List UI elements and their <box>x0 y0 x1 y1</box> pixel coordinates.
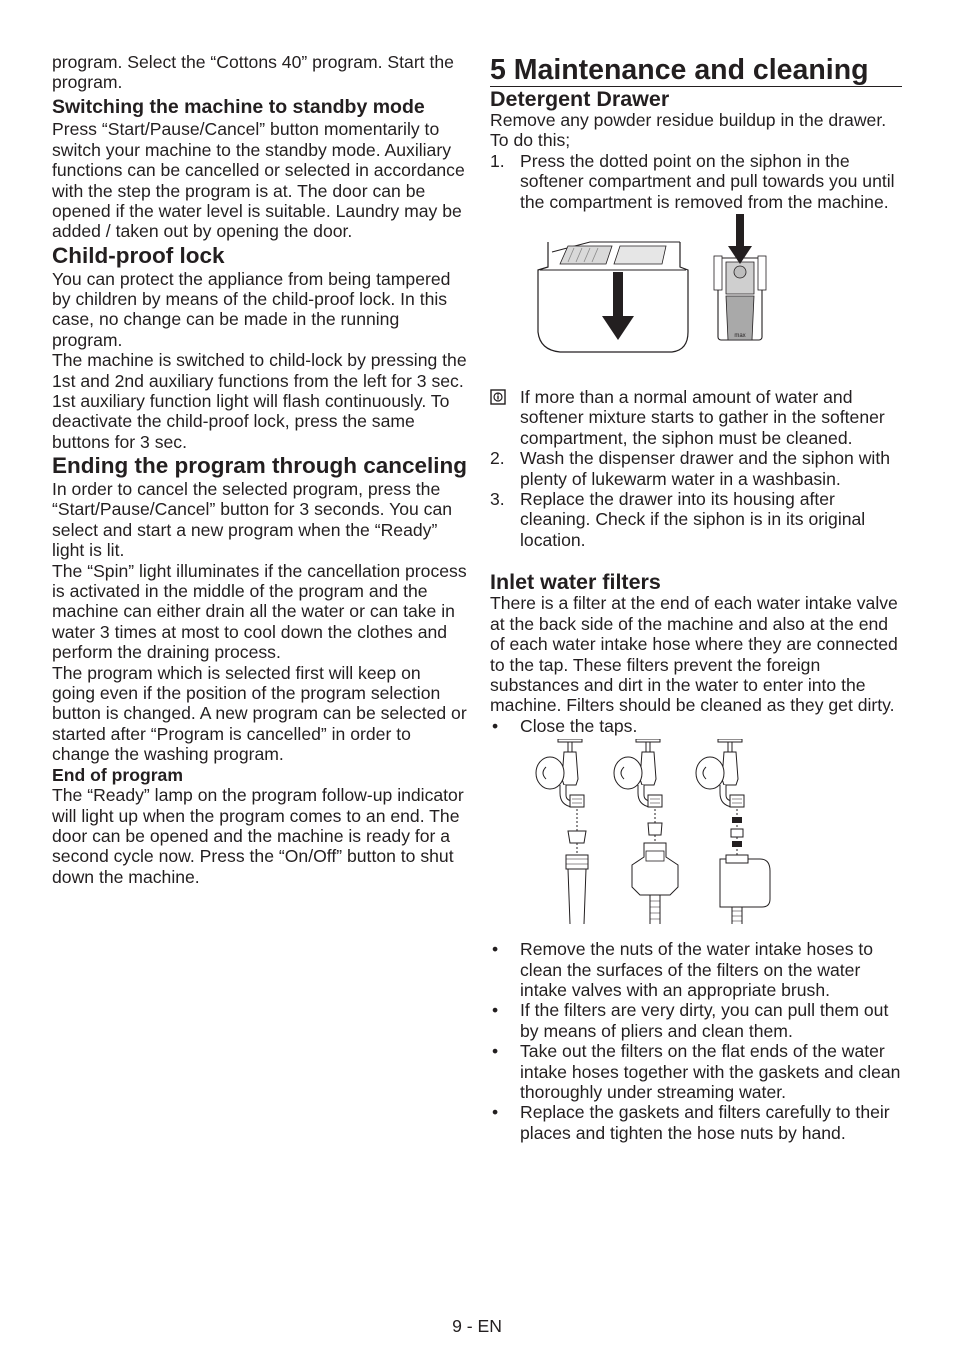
taps-illustration <box>490 739 904 939</box>
right-column <box>490 52 904 1143</box>
step-3 <box>490 489 904 550</box>
step-1-number: 1. <box>490 150 505 171</box>
ending-body-3: The program which is selected first will keep on going even if the position of the program selection button is changed. A new program can be selected or started after “Program is cancelled” in order to change the washing program. <box>52 662 467 765</box>
bullet-marker: • <box>492 1102 499 1123</box>
step-2 <box>490 448 904 489</box>
bullet-marker: • <box>492 939 499 960</box>
bullet-marker: • <box>492 1000 499 1021</box>
ending-body-2: The “Spin” light illuminates if the cancellation process is activated in the middle of the program and the machine can either drain all the water or can take in water 3 times at most to cool down the clothes and perform the draining process. <box>52 560 467 663</box>
end-of-program-body: The “Ready” lamp on the program follow-up indicator will light up when the program comes to an end. The door can be opened and the machine is ready for a second cycle now. Press the “On/Off” button to shut down the machine. <box>52 785 464 887</box>
detergent-steps-continued <box>490 387 904 550</box>
info-text: If more than a normal amount of water and softener mixture starts to gather in the softener compartment, the siphon must be cleaned. <box>520 387 885 448</box>
step-1 <box>490 151 904 212</box>
bullet-close-taps <box>490 716 904 736</box>
page-number: 9 - EN <box>452 1316 502 1336</box>
bullet-pliers <box>490 1000 904 1041</box>
bullet-close-taps-text: Close the taps. <box>520 715 638 736</box>
detergent-steps <box>490 151 904 212</box>
bullet-marker: • <box>492 715 499 736</box>
inlet-bullets-2 <box>490 939 904 1143</box>
bullet-take-out-filters-text: Take out the filters on the flat ends of the water intake hoses together with the gaskets and clean thoroughly under streaming water. <box>520 1041 901 1102</box>
info-note <box>490 387 904 448</box>
drawer-illustration <box>490 212 904 387</box>
standby-heading: Switching the machine to standby mode <box>52 95 425 118</box>
intro-text: program. Select the “Cottons 40” program. Start the program. <box>52 52 454 93</box>
inlet-bullets-1 <box>490 716 904 736</box>
bullet-pliers-text: If the filters are very dirty, you can pull them out by means of pliers and clean them. <box>520 1000 889 1041</box>
siphon <box>714 256 766 340</box>
step-2-number: 2. <box>490 448 505 469</box>
bullet-replace-gaskets-text: Replace the gaskets and filters carefully to their places and tighten the hose nuts by hand. <box>520 1102 890 1143</box>
chapter-title: 5 Maintenance and cleaning <box>490 52 902 87</box>
ending-body-1: In order to cancel the selected program, press the “Start/Pause/Cancel” button for 3 seconds. You can select and start a new program when the “Ready” light is lit. <box>52 479 453 561</box>
step-1-text: Press the dotted point on the siphon in the softener compartment and pull towards you until the compartment is removed from the machine. <box>520 150 895 212</box>
left-column <box>52 52 467 887</box>
bullet-take-out-filters <box>490 1041 904 1102</box>
bullet-marker: • <box>492 1041 499 1062</box>
inlet-heading: Inlet water filters <box>490 570 661 595</box>
child-lock-body-2: The machine is switched to child-lock by pressing the 1st and 2nd auxiliary functions from the left for 3 sec. 1st auxiliary function light will flash continuously. To deactivate the child-proof lock, press the same buttons for 3 sec. <box>52 350 467 452</box>
step-2-text: Wash the dispenser drawer and the siphon with plenty of lukewarm water in a washbasin. <box>520 448 891 489</box>
ending-heading: Ending the program through canceling <box>52 453 468 479</box>
step-3-text: Replace the drawer into its housing after cleaning. Check if the siphon is in its original location. <box>520 489 866 550</box>
info-icon <box>490 389 506 409</box>
child-lock-body-1: You can protect the appliance from being tampered by children by means of the child-proof lock. In this case, no change can be made in the running program. <box>52 268 451 350</box>
step-3-number: 3. <box>490 489 505 510</box>
bullet-remove-nuts-text: Remove the nuts of the water intake hoses to clean the surfaces of the filters on the water intake valves with an appropriate brush. <box>520 939 874 1000</box>
arrow-shaft <box>613 272 623 318</box>
end-of-program-heading: End of program <box>52 764 183 785</box>
taps-figure <box>490 739 904 939</box>
inlet-body: There is a filter at the end of each water intake valve at the back side of the machine and also at the end of each water intake hose where they are connected to the tap. These filters prevent the foreign substances and dirt in the water to enter into the machine. Filters should be cleaned as they get dirty. <box>490 593 898 716</box>
bullet-remove-nuts <box>490 939 904 1000</box>
siphon-max-label: max <box>734 333 746 340</box>
drawer-figure <box>490 212 904 387</box>
detergent-heading: Detergent Drawer <box>490 87 670 111</box>
child-lock-heading: Child-proof lock <box>52 242 225 268</box>
detergent-intro: Remove any powder residue buildup in the drawer. To do this; <box>490 110 887 151</box>
standby-body: Press “Start/Pause/Cancel” button momentarily to switch your machine to the standby mode. Auxiliary functions can be cancelled or selected in accordance with the step the program is at. The door can be opened if the water level is suitable. Laundry may be added / taken out by opening the door. <box>52 119 465 242</box>
bullet-replace-gaskets <box>490 1102 904 1143</box>
